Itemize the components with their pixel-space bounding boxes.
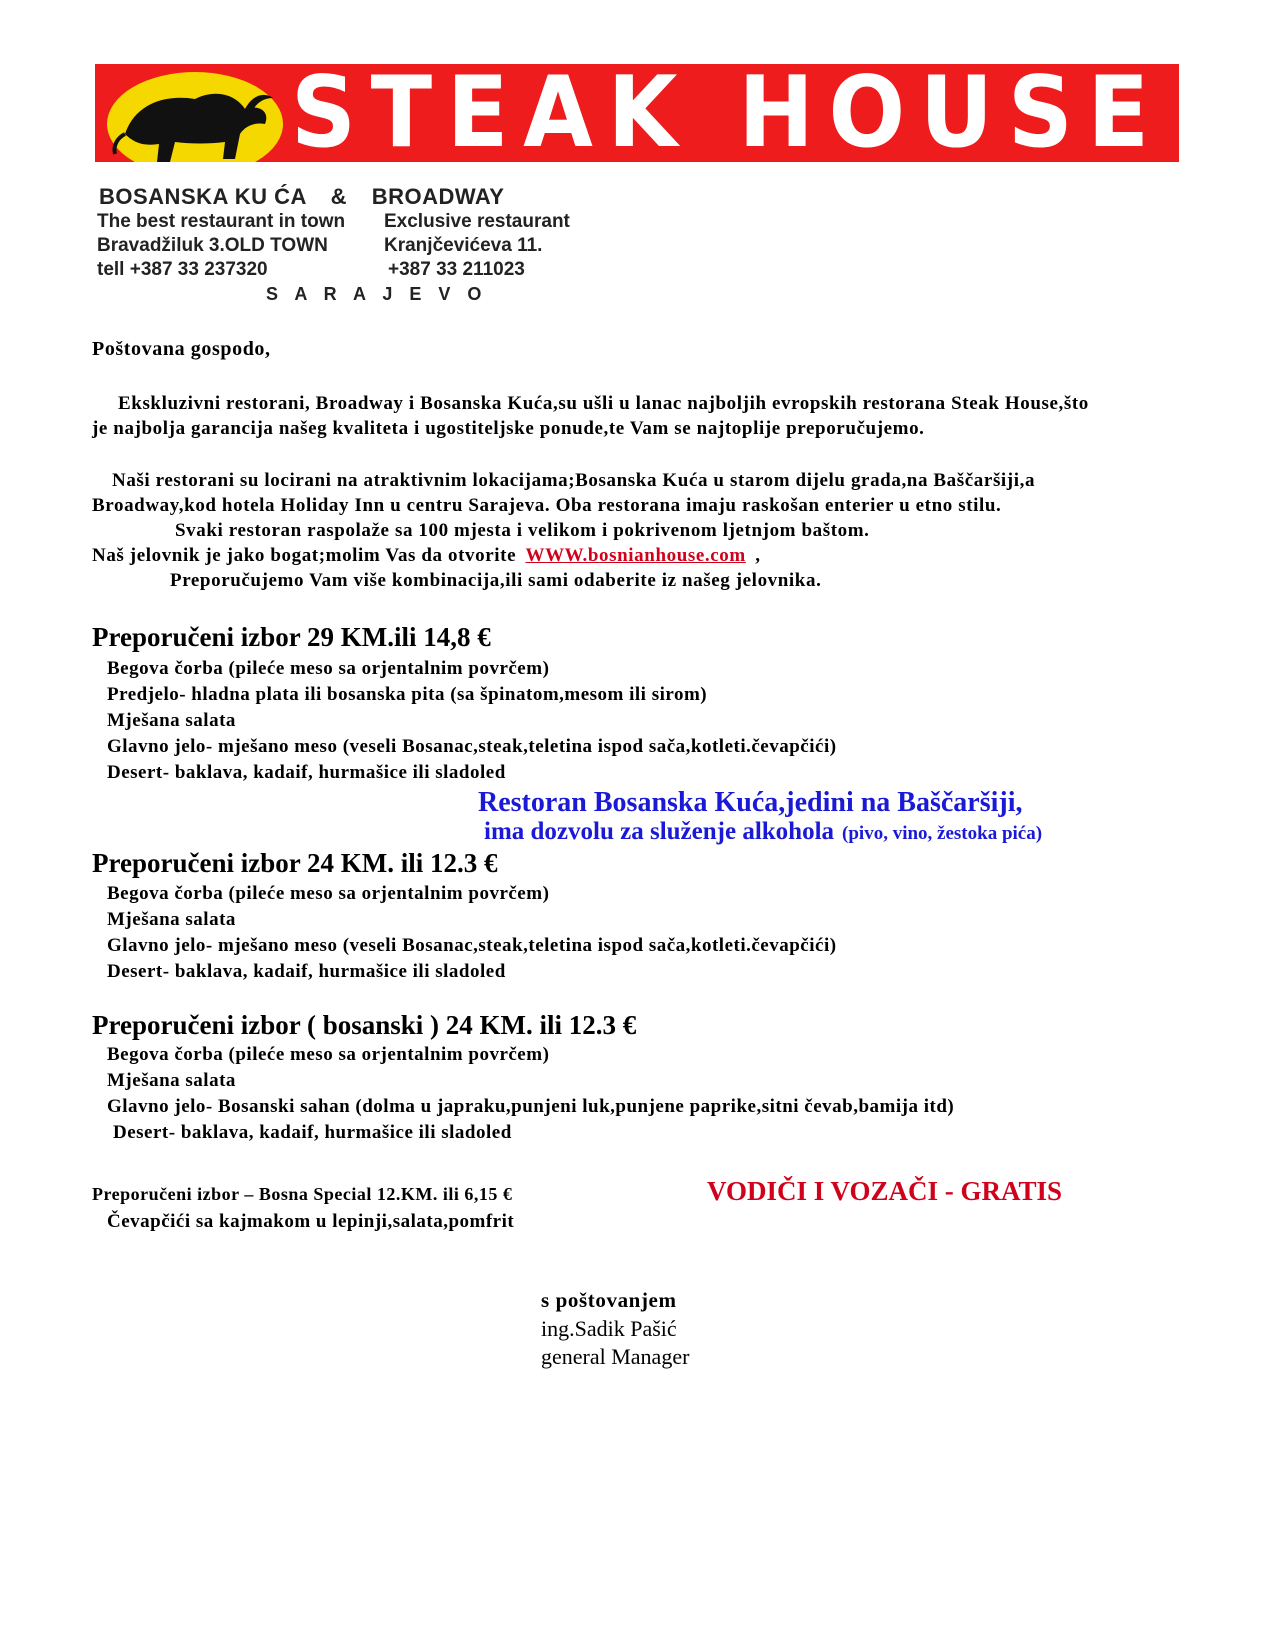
paragraph-1-line-1: Ekskluzivni restorani, Broadway i Bosanska Kuća,su ušli u lanac najboljih evropskih restorana Steak House,što (118, 393, 1089, 414)
menu-1-item: Begova čorba (pileće meso sa orjentalnim povrčem) (107, 658, 550, 679)
signature-name: ing.Sadik Pašić (541, 1316, 677, 1341)
left-address: Bravadžiluk 3.OLD TOWN (97, 235, 328, 256)
menu-2-title: Preporučeni izbor 24 KM. ili 12.3 € (92, 848, 498, 878)
restaurant-name-right: BROADWAY (371, 184, 505, 209)
menu-1-title: Preporučeni izbor 29 KM.ili 14,8 € (92, 622, 491, 652)
paragraph-2-line-4 (92, 545, 761, 567)
alcohol-notice-detail: (pivo, vino, žestoka pića) (842, 823, 1043, 844)
menu-2-item: Desert- baklava, kadaif, hurmašice ili sladoled (107, 961, 506, 982)
signature-role: general Manager (541, 1344, 690, 1369)
website-trailing: , (755, 545, 761, 566)
signature-closing: s poštovanjem (541, 1288, 677, 1312)
greeting: Poštovana gospodo, (92, 338, 271, 360)
menu-4-title: Preporučeni izbor – Bosna Special 12.KM. ili 6,15 € (92, 1184, 513, 1204)
menu-2-item: Begova čorba (pileće meso sa orjentalnim povrčem) (107, 883, 550, 904)
restaurant-name-left: BOSANSKA KU ĆA (99, 184, 307, 209)
menu-2-item: Glavno jelo- mješano meso (veseli Bosanac,steak,teletina ispod sača,kotleti.čevapčići) (107, 935, 837, 956)
guides-drivers-free-notice: VODIČI I VOZAČI - GRATIS (707, 1176, 1062, 1206)
paragraph-1-line-2: je najbolja garancija našeg kvaliteta i ugostiteljske ponude,te Vam se najtoplije preporučujemo. (92, 418, 925, 439)
alcohol-notice-line-1: Restoran Bosanska Kuća,jedini na Baščaršiji, (478, 787, 1023, 818)
menu-3-item: Glavno jelo- Bosanski sahan (dolma u japraku,punjeni luk,punjene paprike,sitni čevab,bamija itd) (107, 1096, 955, 1117)
paragraph-2-line-5: Preporučujemo Vam više kombinacija,ili sami odaberite iz našeg jelovnika. (170, 570, 822, 591)
bull-logo-icon (95, 64, 295, 162)
website-intro: Naš jelovnik je jako bogat;molim Vas da otvorite (92, 545, 517, 566)
paragraph-2-line-1: Naši restorani su locirani na atraktivnim lokacijama;Bosanska Kuća u starom dijelu grada,na Baščaršiji,a (112, 470, 1036, 491)
menu-3-item: Mješana salata (107, 1070, 236, 1091)
ampersand: & (330, 184, 348, 209)
menu-2-item: Mješana salata (107, 909, 236, 930)
restaurant-names (99, 184, 504, 210)
menu-3-item: Desert- baklava, kadaif, hurmašice ili sladoled (113, 1122, 512, 1143)
website-link[interactable]: WWW.bosnianhouse.com (525, 545, 746, 566)
menu-3-title: Preporučeni izbor ( bosanski ) 24 KM. ili 12.3 € (92, 1010, 637, 1040)
banner-title: STEAK HOUSE (291, 64, 1164, 162)
alcohol-notice-line-2 (484, 818, 1042, 846)
paragraph-2-line-3: Svaki restoran raspolaže sa 100 mjesta i velikom i pokrivenom ljetnjom baštom. (175, 520, 870, 541)
menu-4-item: Čevapčići sa kajmakom u lepinji,salata,pomfrit (107, 1211, 515, 1232)
steak-house-banner (95, 64, 1179, 162)
menu-3-item: Begova čorba (pileće meso sa orjentalnim povrčem) (107, 1044, 550, 1065)
menu-1-item: Glavno jelo- mješano meso (veseli Bosanac,steak,teletina ispod sača,kotleti.čevapčići) (107, 736, 837, 757)
left-phone: tell +387 33 237320 (97, 259, 268, 280)
left-tagline: The best restaurant in town (97, 211, 346, 232)
right-address: Kranjčevićeva 11. (384, 235, 543, 256)
menu-1-item: Mješana salata (107, 710, 236, 731)
city-name: S A R A J E V O (266, 284, 488, 304)
paragraph-2-line-2: Broadway,kod hotela Holiday Inn u centru Sarajeva. Oba restorana imaju raskošan enterier u etno stilu. (92, 495, 1002, 516)
alcohol-notice-main: ima dozvolu za služenje alkohola (484, 818, 835, 845)
right-phone: +387 33 211023 (388, 259, 525, 280)
right-tagline: Exclusive restaurant (384, 211, 570, 232)
menu-1-item: Predjelo- hladna plata ili bosanska pita (sa špinatom,mesom ili sirom) (107, 684, 708, 705)
menu-1-item: Desert- baklava, kadaif, hurmašice ili sladoled (107, 762, 506, 783)
